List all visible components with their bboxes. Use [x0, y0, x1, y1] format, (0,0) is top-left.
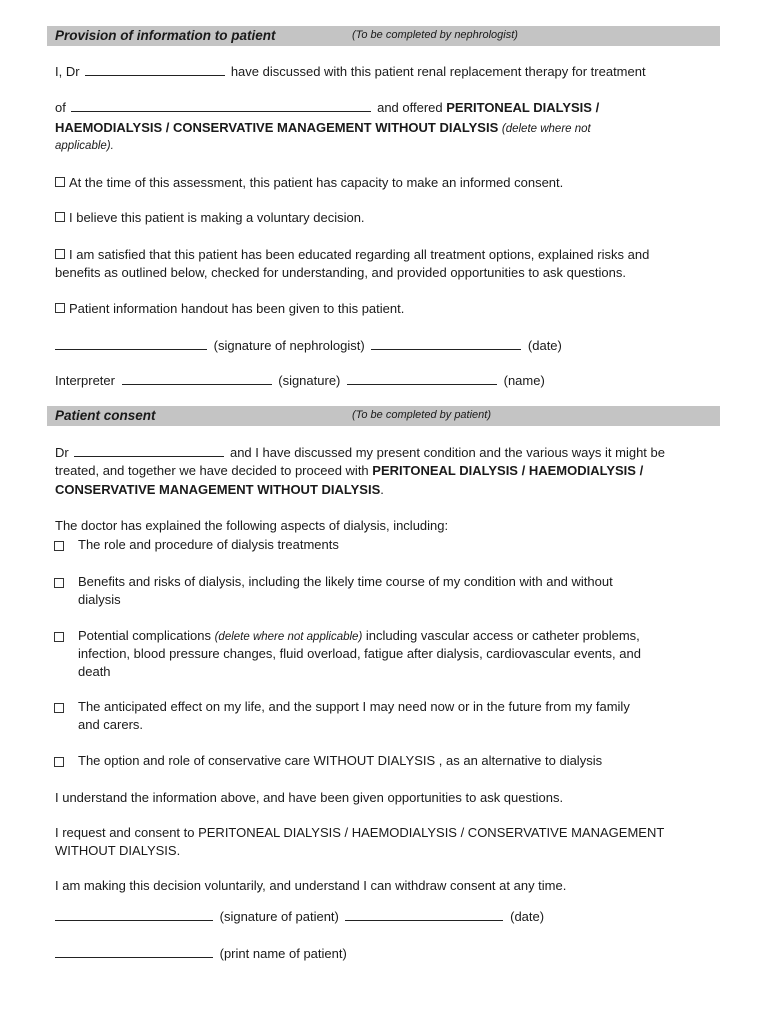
checkbox-icon[interactable]	[54, 757, 64, 767]
condition-field[interactable]	[71, 100, 371, 112]
checkbox-icon[interactable]	[55, 177, 65, 187]
checkbox-icon[interactable]	[55, 303, 65, 313]
interpreter-line: Interpreter (signature) (name)	[55, 373, 545, 388]
checkbox-item-educated-cont: benefits as outlined below, checked for understanding, and provided opportunities to ask questions.	[55, 265, 626, 280]
aspect-item-complications-cont: infection, blood pressure changes, fluid overload, fatigue after dialysis, cardiovascular events, and	[78, 646, 641, 661]
checkbox-item-voluntary[interactable]: I believe this patient is making a voluntary decision.	[55, 210, 365, 226]
patient-print-name-line: (print name of patient)	[55, 946, 347, 962]
checkbox-item-handout[interactable]: Patient information handout has been given to this patient.	[55, 301, 404, 317]
consent-treatment-line: treated, and together we have decided to proceed with PERITONEAL DIALYSIS / HAEMODIALYSIS /	[55, 463, 644, 478]
aspect-item-effect: The anticipated effect on my life, and the support I may need now or in the future from my family	[78, 699, 630, 714]
checkbox-icon[interactable]	[55, 212, 65, 222]
delete-note: applicable).	[55, 140, 114, 152]
consent-doctor-name-field[interactable]	[74, 445, 224, 457]
aspects-intro: The doctor has explained the following aspects of dialysis, including:	[55, 518, 449, 533]
aspect-item-benefits-cont: dialysis	[78, 592, 121, 607]
consent-treatment-line-cont: CONSERVATIVE MANAGEMENT WITHOUT DIALYSIS.	[55, 482, 384, 497]
checkbox-icon[interactable]	[54, 632, 64, 642]
interpreter-field[interactable]	[122, 373, 272, 385]
voluntary-statement: I am making this decision voluntarily, and understand I can withdraw consent at any time.	[55, 878, 567, 893]
aspect-item-complications: Potential complications (delete where not applicable) including vascular access or catheter problems,	[78, 628, 640, 643]
doctor-line: I, Dr have discussed with this patient renal replacement therapy for treatment	[55, 64, 646, 79]
interpreter-signature-field[interactable]	[347, 373, 497, 385]
section-note: (To be completed by patient)	[352, 409, 492, 421]
consent-doctor-line: Dr and I have discussed my present condition and the various ways it might be	[55, 445, 665, 460]
patient-signature-line: (signature of patient) (date)	[55, 909, 544, 925]
treatment-line: of and offered PERITONEAL DIALYSIS /	[55, 100, 600, 115]
aspect-item-role: The role and procedure of dialysis treatments	[78, 537, 339, 552]
nephrologist-signature-line: (signature of nephrologist) (date)	[55, 338, 562, 354]
checkbox-item-capacity[interactable]: At the time of this assessment, this patient has capacity to make an informed consent.	[55, 175, 563, 191]
request-statement: I request and consent to PERITONEAL DIALYSIS / HAEMODIALYSIS / CONSERVATIVE MANAGEMENT	[55, 825, 665, 840]
checkbox-icon[interactable]	[54, 541, 64, 551]
aspect-item-complications-cont2: death	[78, 664, 111, 679]
aspect-item-benefits: Benefits and risks of dialysis, including the likely time course of my condition with and without	[78, 574, 613, 589]
understand-statement: I understand the information above, and have been given opportunities to ask questions.	[55, 790, 564, 805]
section-title: Patient consent	[55, 408, 156, 423]
patient-print-name-field[interactable]	[55, 946, 213, 958]
treatment-options-line: HAEMODIALYSIS / CONSERVATIVE MANAGEMENT WITHOUT DIALYSIS (delete where not	[55, 120, 591, 135]
nephrologist-date-field[interactable]	[371, 338, 521, 350]
checkbox-icon[interactable]	[54, 578, 64, 588]
section-title: Provision of information to patient	[55, 28, 276, 43]
patient-signature-field[interactable]	[55, 909, 213, 921]
checkbox-icon[interactable]	[54, 703, 64, 713]
section-header-patient-consent	[47, 406, 720, 426]
request-statement-cont: WITHOUT DIALYSIS.	[55, 843, 181, 858]
checkbox-icon[interactable]	[55, 249, 65, 259]
aspect-item-effect-cont: and carers.	[78, 717, 144, 732]
section-header-provision	[47, 26, 720, 46]
patient-date-field[interactable]	[345, 909, 503, 921]
nephrologist-signature-field[interactable]	[55, 338, 207, 350]
doctor-name-field[interactable]	[85, 64, 225, 76]
checkbox-item-educated[interactable]: I am satisfied that this patient has been educated regarding all treatment options, explained risks and	[55, 247, 649, 263]
aspect-item-conservative: The option and role of conservative care WITHOUT DIALYSIS , as an alternative to dialysis	[78, 753, 603, 768]
section-note: (To be completed by nephrologist)	[352, 29, 518, 41]
